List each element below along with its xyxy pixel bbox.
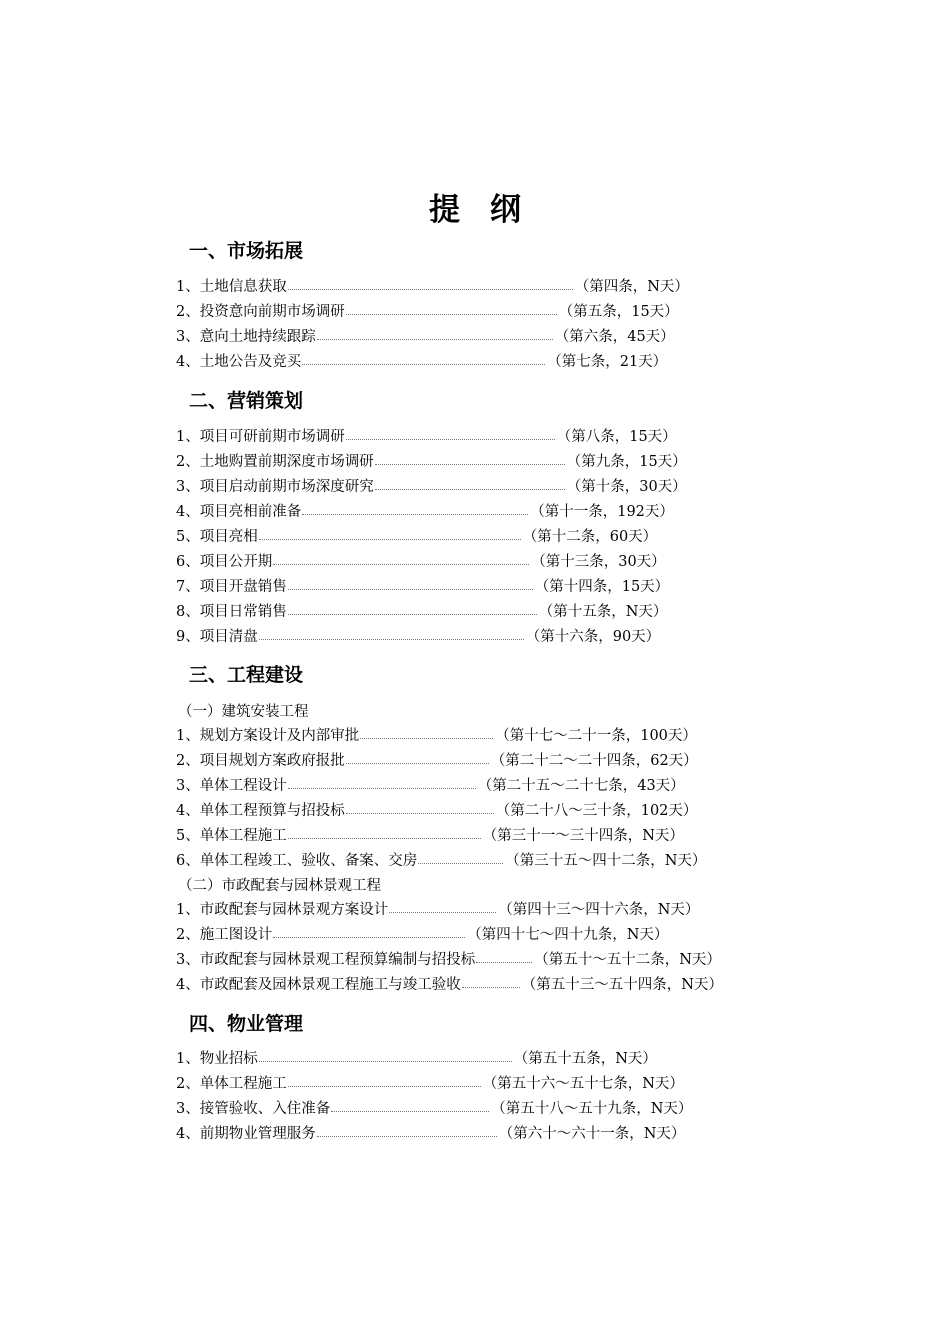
entry-ref: （第五十～五十二条，N天） xyxy=(534,952,721,968)
dot-leader xyxy=(375,464,565,465)
toc-entry xyxy=(176,800,697,822)
toc-entry xyxy=(176,974,723,996)
entry-ref: （第五十六～五十七条，N天） xyxy=(482,1076,684,1092)
entry-label: 1、物业招标 xyxy=(176,1051,258,1067)
dot-leader xyxy=(288,589,533,590)
entry-ref: （第五十八～五十九条，N天） xyxy=(491,1101,693,1117)
dot-leader xyxy=(317,1136,497,1137)
dot-leader xyxy=(288,1086,481,1087)
subsection-label: （一）建筑安装工程 xyxy=(178,704,309,720)
entry-label: 2、投资意向前期市场调研 xyxy=(176,304,345,320)
dot-leader xyxy=(259,539,521,540)
entry-ref: （第四条，N天） xyxy=(574,279,689,295)
section-heading: 三、工程建设 xyxy=(189,664,304,686)
entry-label: 7、项目开盘销售 xyxy=(176,579,287,595)
toc-entry xyxy=(176,899,699,921)
dot-leader xyxy=(273,937,465,938)
entry-ref: （第四十七～四十九条，N天） xyxy=(467,927,669,943)
entry-label: 2、单体工程施工 xyxy=(176,1076,287,1092)
entry-label: 4、项目亮相前准备 xyxy=(176,504,302,520)
dot-leader xyxy=(360,738,493,739)
entry-label: 4、前期物业管理服务 xyxy=(176,1126,316,1142)
entry-label: 4、市政配套及园林景观工程施工与竣工验收 xyxy=(176,977,461,993)
entry-label: 8、项目日常销售 xyxy=(176,604,287,620)
entry-ref: （第五条，15天） xyxy=(558,304,679,320)
entry-ref: （第十五条，N天） xyxy=(538,604,668,620)
entry-label: 3、项目启动前期市场深度研究 xyxy=(176,479,374,495)
toc-entry xyxy=(176,1098,692,1120)
entry-label: 9、项目清盘 xyxy=(176,629,258,645)
toc-entry xyxy=(176,551,666,573)
entry-label: 3、市政配套与园林景观工程预算编制与招投标 xyxy=(176,952,476,968)
entry-ref: （第四十三～四十六条，N天） xyxy=(498,902,700,918)
dot-leader xyxy=(346,763,489,764)
toc-entry xyxy=(176,626,660,648)
entry-ref: （第二十二～二十四条，62天） xyxy=(490,753,698,769)
entry-ref: （第五十三～五十四条，N天） xyxy=(521,977,723,993)
dot-leader xyxy=(331,1111,489,1112)
entry-ref: （第八条，15天） xyxy=(556,429,677,445)
entry-label: 4、单体工程预算与招投标 xyxy=(176,803,345,819)
entry-ref: （第十六条，90天） xyxy=(525,629,661,645)
dot-leader xyxy=(418,863,503,864)
entry-ref: （第十二条，60天） xyxy=(522,529,658,545)
dot-leader xyxy=(346,314,557,315)
toc-entry xyxy=(176,750,698,772)
entry-ref: （第二十五～二十七条，43天） xyxy=(477,778,685,794)
toc-entry xyxy=(176,476,687,498)
dot-leader xyxy=(302,514,528,515)
dot-leader xyxy=(259,639,524,640)
entry-label: 5、项目亮相 xyxy=(176,529,258,545)
entry-ref: （第二十八～三十条，102天） xyxy=(495,803,698,819)
toc-entry xyxy=(176,725,697,747)
toc-entry xyxy=(176,949,721,971)
entry-label: 4、土地公告及竞买 xyxy=(176,354,302,370)
entry-label: 1、项目可研前期市场调研 xyxy=(176,429,345,445)
entry-label: 1、规划方案设计及内部审批 xyxy=(176,728,360,744)
toc-entry xyxy=(176,451,687,473)
dot-leader xyxy=(273,564,529,565)
entry-ref: （第三十五～四十二条，N天） xyxy=(505,853,707,869)
dot-leader xyxy=(346,439,555,440)
page-title xyxy=(0,184,950,228)
entry-label: 6、项目公开期 xyxy=(176,554,273,570)
entry-label: 2、项目规划方案政府报批 xyxy=(176,753,345,769)
title-char-1: 提 xyxy=(429,192,460,228)
dot-leader xyxy=(288,838,481,839)
section-heading: 二、营销策划 xyxy=(189,390,304,412)
toc-entry xyxy=(176,301,679,323)
dot-leader xyxy=(462,987,520,988)
entry-label: 3、单体工程设计 xyxy=(176,778,287,794)
dot-leader xyxy=(288,788,476,789)
entry-label: 2、土地购置前期深度市场调研 xyxy=(176,454,374,470)
entry-ref: （第三十一～三十四条，N天） xyxy=(482,828,684,844)
dot-leader xyxy=(317,339,553,340)
toc-entry xyxy=(176,1123,685,1145)
dot-leader xyxy=(302,364,545,365)
dot-leader xyxy=(288,614,537,615)
toc-entry xyxy=(176,426,677,448)
dot-leader xyxy=(346,813,494,814)
toc-entry xyxy=(176,501,674,523)
entry-label: 1、市政配套与园林景观方案设计 xyxy=(176,902,389,918)
dot-leader xyxy=(259,1061,512,1062)
dot-leader xyxy=(476,962,532,963)
entry-label: 1、土地信息获取 xyxy=(176,279,287,295)
entry-label: 2、施工图设计 xyxy=(176,927,273,943)
section-heading: 一、市场拓展 xyxy=(189,240,304,262)
entry-ref: （第十一条，192天） xyxy=(530,504,674,520)
entry-ref: （第六十～六十一条，N天） xyxy=(498,1126,686,1142)
toc-entry xyxy=(176,576,669,598)
dot-leader xyxy=(288,289,573,290)
toc-entry xyxy=(176,1073,684,1095)
toc-entry xyxy=(176,825,684,847)
subsection-label: （二）市政配套与园林景观工程 xyxy=(178,878,381,894)
entry-label: 3、意向土地持续跟踪 xyxy=(176,329,316,345)
dot-leader xyxy=(389,912,496,913)
entry-ref: （第六条，45天） xyxy=(554,329,675,345)
toc-entry xyxy=(176,924,668,946)
entry-ref: （第十条，30天） xyxy=(566,479,687,495)
entry-ref: （第十七～二十一条，100天） xyxy=(495,728,697,744)
entry-ref: （第七条，21天） xyxy=(547,354,668,370)
toc-entry xyxy=(176,326,675,348)
entry-ref: （第十四条，15天） xyxy=(534,579,670,595)
entry-label: 3、接管验收、入住准备 xyxy=(176,1101,331,1117)
toc-entry xyxy=(176,775,685,797)
title-char-2: 纲 xyxy=(490,192,521,228)
toc-entry xyxy=(176,601,667,623)
entry-label: 6、单体工程竣工、验收、备案、交房 xyxy=(176,853,418,869)
toc-entry xyxy=(176,351,667,373)
dot-leader xyxy=(375,489,565,490)
section-heading: 四、物业管理 xyxy=(189,1013,304,1035)
entry-ref: （第五十五条，N天） xyxy=(513,1051,657,1067)
toc-entry xyxy=(176,276,689,298)
entry-label: 5、单体工程施工 xyxy=(176,828,287,844)
entry-ref: （第十三条，30天） xyxy=(531,554,666,570)
toc-entry xyxy=(176,850,706,872)
entry-ref: （第九条，15天） xyxy=(566,454,687,470)
toc-entry xyxy=(176,526,657,548)
toc-entry xyxy=(176,1048,657,1070)
